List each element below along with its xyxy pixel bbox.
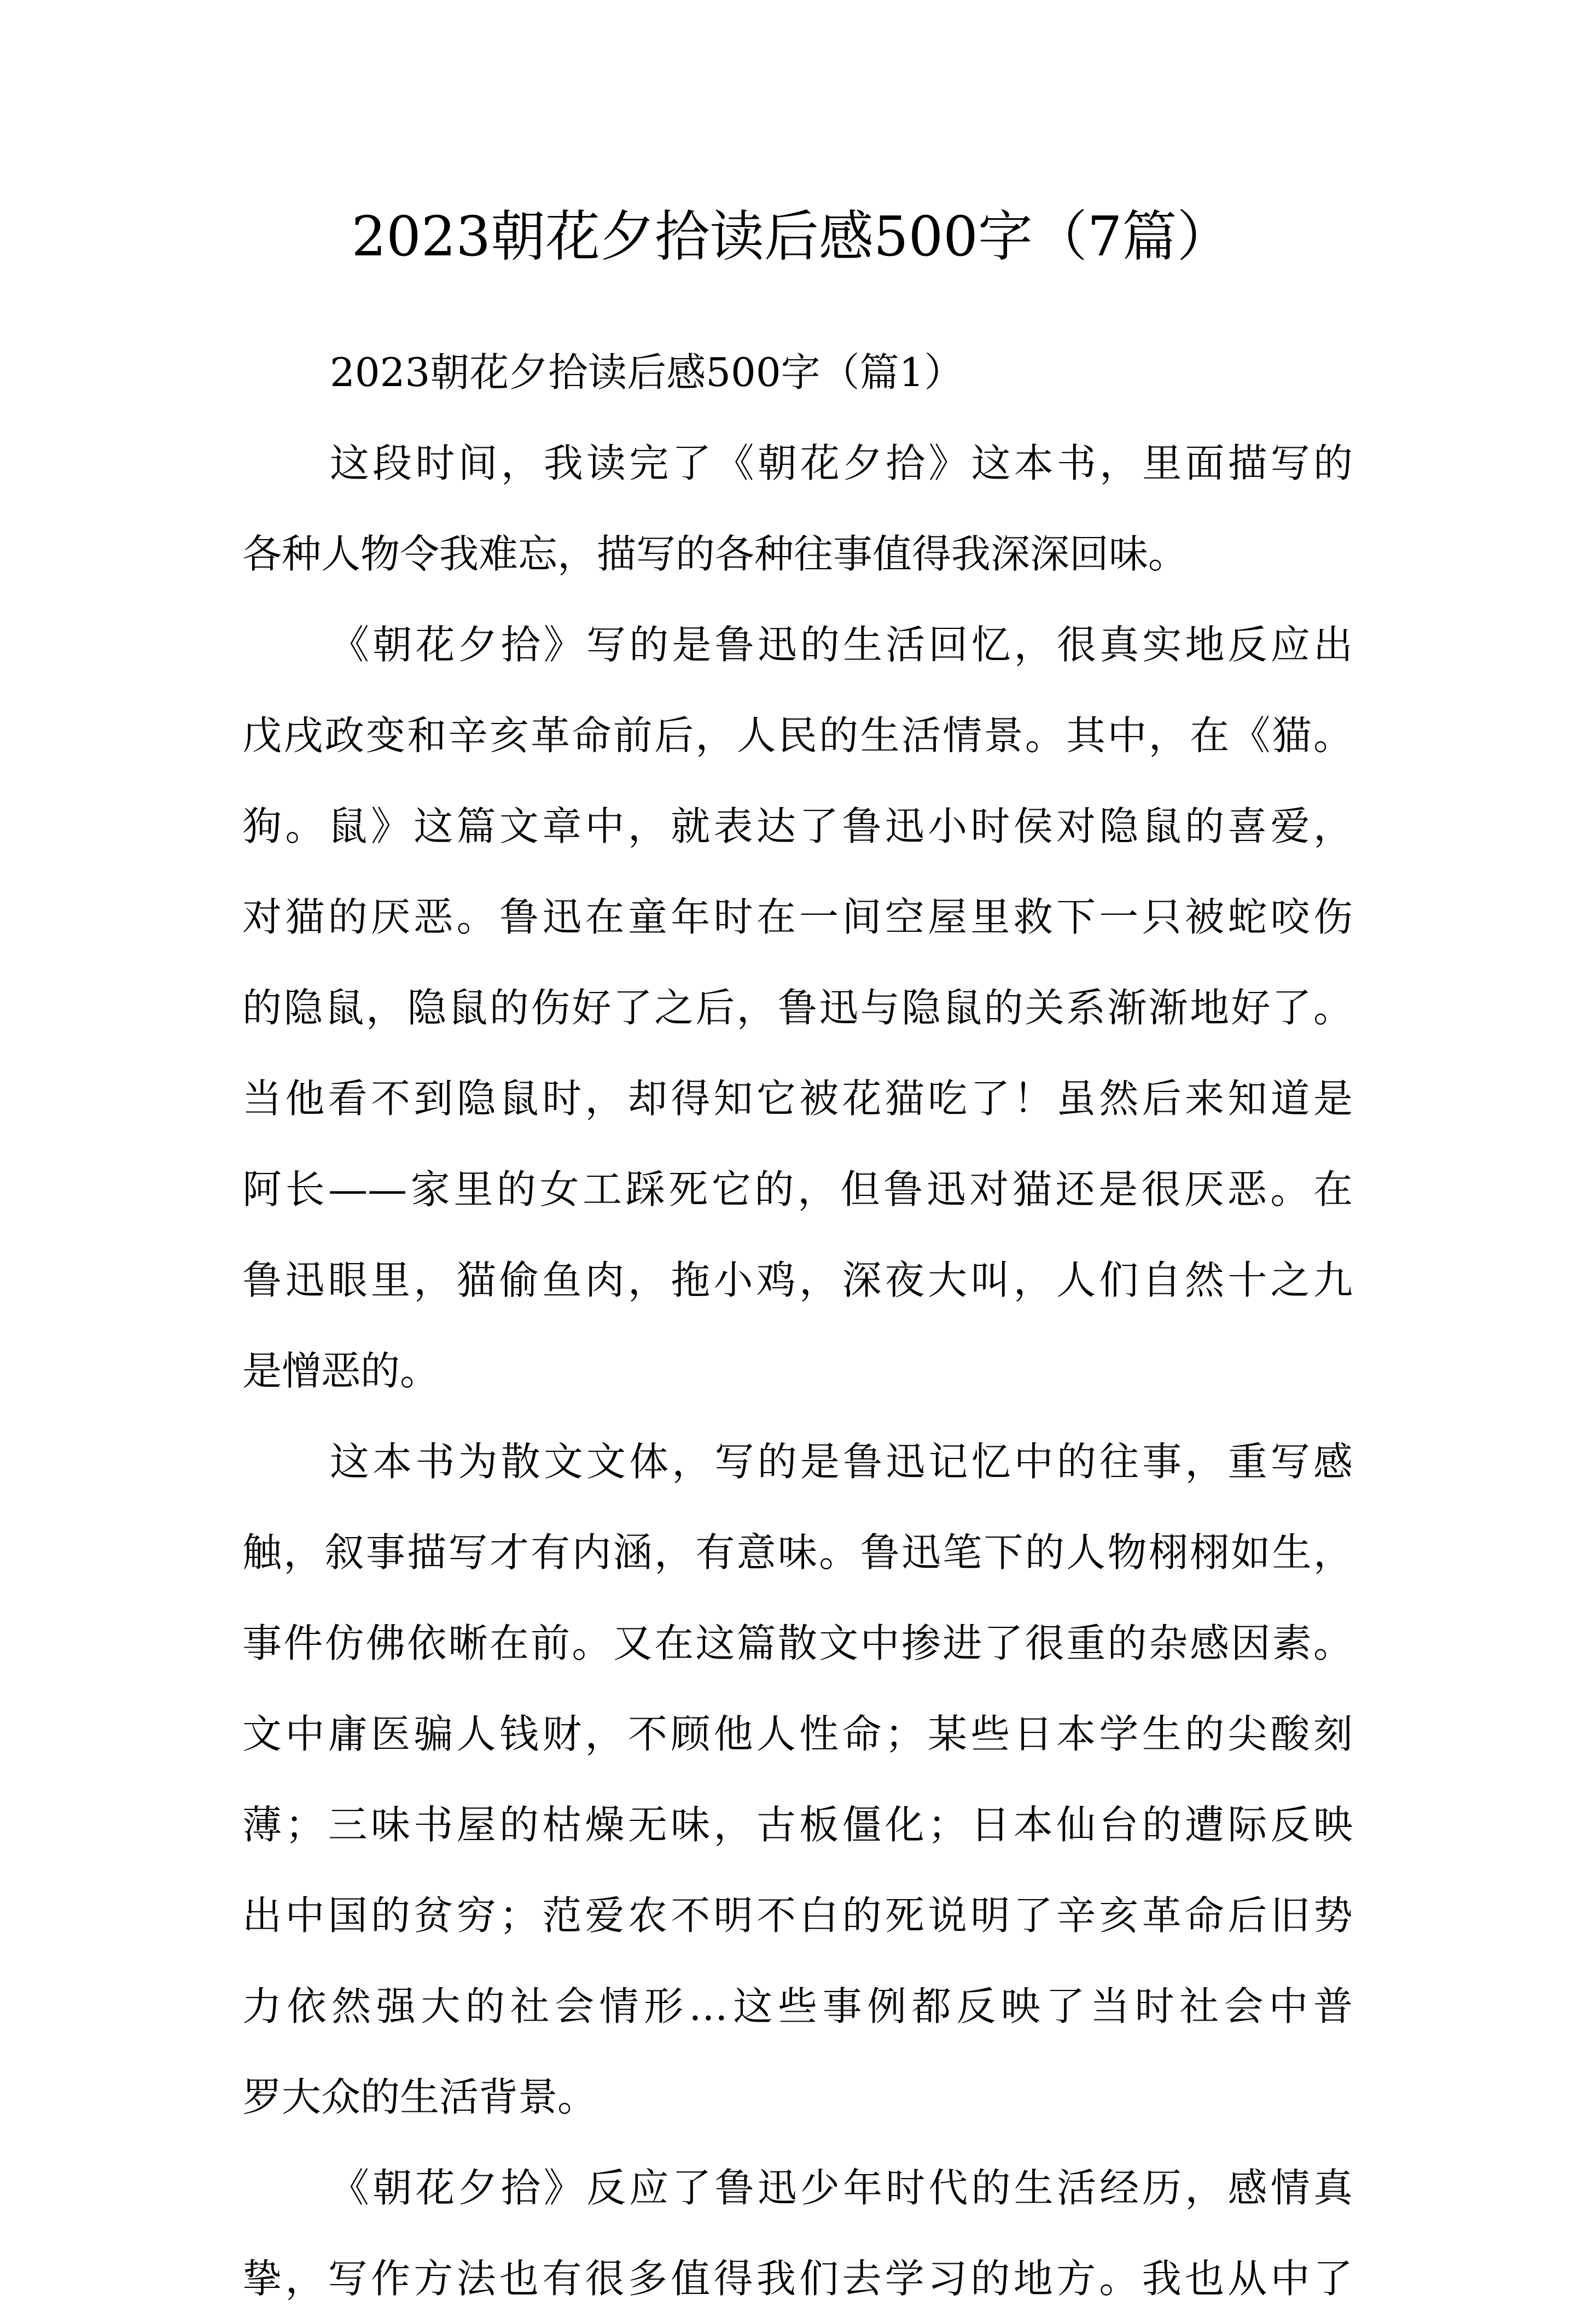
- paragraph-line: 狗。鼠》这篇文章中，就表达了鲁迅小时侯对隐鼠的喜爱，: [242, 803, 1353, 849]
- paragraph: [242, 599, 1353, 1416]
- paragraph: [242, 1416, 1353, 2142]
- paragraph-line: 挚，写作方法也有很多值得我们去学习的地方。我也从中了: [242, 2256, 1353, 2302]
- document-body: [242, 327, 1353, 2324]
- paragraph-line: 罗大众的生活背景。: [242, 2074, 597, 2120]
- paragraph-line: 力依然强大的社会情形…这些事例都反映了当时社会中普: [242, 1983, 1353, 2029]
- paragraph-line: 文中庸医骗人钱财，不顾他人性命；某些日本学生的尖酸刻: [242, 1711, 1353, 1757]
- paragraph-line: 戊戌政变和辛亥革命前后，人民的生活情景。其中，在《猫。: [242, 713, 1353, 758]
- paragraph-line: 出中国的贫穷；范爱农不明不白的死说明了辛亥革命后旧势: [242, 1893, 1353, 1938]
- paragraph-line: 事件仿佛依晰在前。又在这篇散文中掺进了很重的杂感因素。: [242, 1620, 1353, 1666]
- paragraph-line: 《朝花夕拾》反应了鲁迅少年时代的生活经历，感情真: [330, 2165, 1353, 2211]
- paragraph: [242, 418, 1353, 599]
- paragraph-line: 的隐鼠，隐鼠的伤好了之后，鲁迅与隐鼠的关系渐渐地好了。: [242, 985, 1353, 1031]
- document-title: 2023朝花夕拾读后感500字（7篇）: [351, 205, 1232, 268]
- paragraph-line: 触，叙事描写才有内涵，有意味。鲁迅笔下的人物栩栩如生，: [242, 1529, 1353, 1575]
- section-heading: 2023朝花夕拾读后感500字（篇1）: [330, 349, 964, 395]
- paragraph-line: 对猫的厌恶。鲁迅在童年时在一间空屋里救下一只被蛇咬伤: [242, 894, 1353, 940]
- paragraph-line: 这本书为散文文体，写的是鲁迅记忆中的往事，重写感: [330, 1439, 1353, 1485]
- paragraph-line: 是憎恶的。: [242, 1348, 440, 1394]
- paragraph: [242, 2142, 1353, 2324]
- paragraph-line: 薄；三味书屋的枯燥无味，古板僵化；日本仙台的遭际反映: [242, 1802, 1353, 1848]
- paragraph-line: 《朝花夕拾》写的是鲁迅的生活回忆，很真实地反应出: [330, 622, 1353, 668]
- paragraph-line: 阿长——家里的女工踩死它的，但鲁迅对猫还是很厌恶。在: [242, 1166, 1353, 1212]
- paragraph-line: 这段时间，我读完了《朝花夕拾》这本书，里面描写的: [330, 440, 1353, 486]
- paragraph-line: 各种人物令我难忘，描写的各种往事值得我深深回味。: [242, 531, 1188, 577]
- paragraph-line: 鲁迅眼里，猫偷鱼肉，拖小鸡，深夜大叫，人们自然十之九: [242, 1257, 1353, 1303]
- paragraph-line: 当他看不到隐鼠时，却得知它被花猫吃了！虽然后来知道是: [242, 1076, 1353, 1122]
